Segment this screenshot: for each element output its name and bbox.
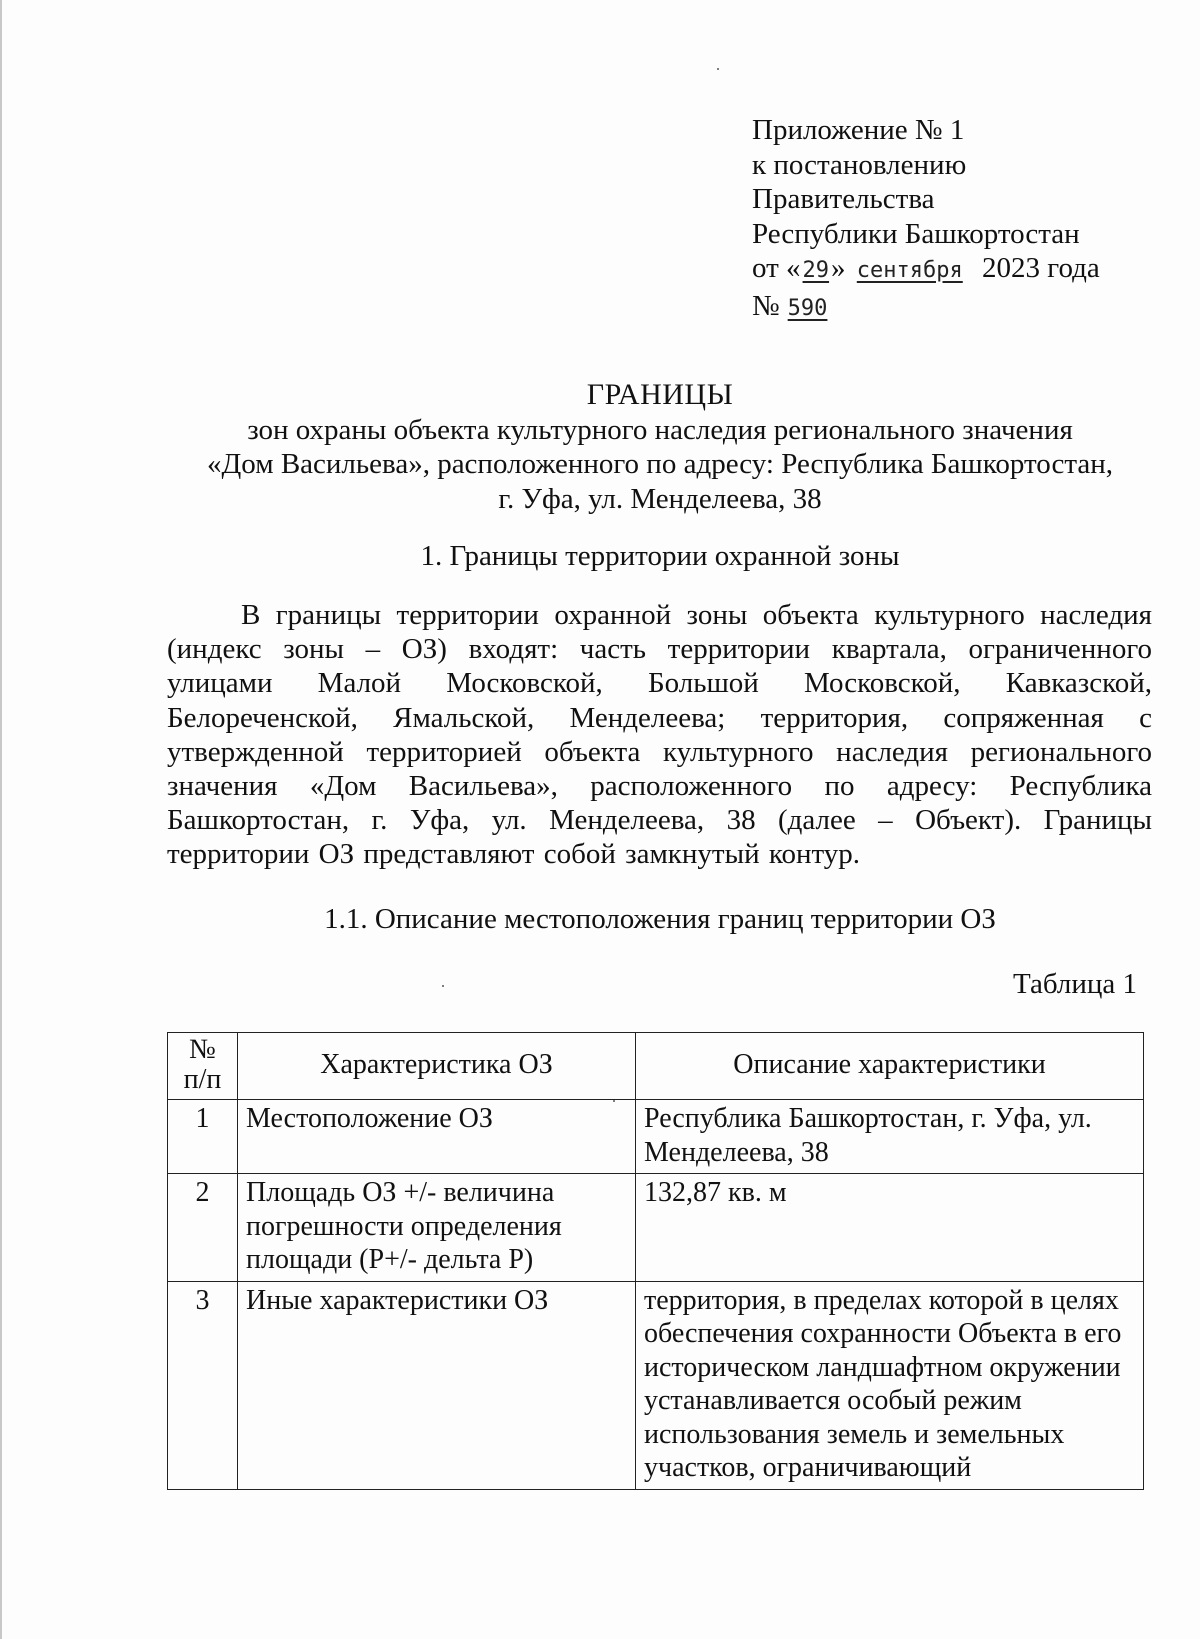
- characteristics-table: [167, 1032, 1144, 1490]
- date-month: сентября: [856, 258, 963, 283]
- row-description: 132,87 кв. м: [636, 1174, 1144, 1282]
- appendix-date: [752, 251, 1172, 289]
- appendix-number: [752, 289, 1172, 327]
- header-characteristic: Характеристика ОЗ: [238, 1033, 636, 1100]
- scan-speck: [717, 68, 719, 70]
- title-line: зон охраны объекта культурного наследия регионального значения: [247, 413, 1073, 446]
- row-num: 2: [168, 1174, 238, 1282]
- date-suffix: 2023 года: [982, 252, 1100, 284]
- table-row: [168, 1100, 1144, 1174]
- date-day: 29: [802, 258, 830, 283]
- header-num-symbol: №: [189, 1034, 216, 1065]
- appendix-block: [752, 113, 1172, 326]
- row-characteristic: Иные характеристики ОЗ: [238, 1281, 636, 1489]
- row-description: Республика Башкортостан, г. Уфа, ул. Менделеева, 38: [636, 1100, 1144, 1174]
- scan-edge: [0, 0, 2, 1639]
- appendix-line: к постановлению: [752, 148, 967, 181]
- header-num: [168, 1033, 238, 1100]
- header-description: Описание характеристики: [636, 1033, 1144, 1100]
- table-row: [168, 1174, 1144, 1282]
- row-characteristic: Местоположение ОЗ: [238, 1100, 636, 1174]
- row-characteristic: Площадь ОЗ +/- величина погрешности определения площади (Р+/- дельта Р): [238, 1174, 636, 1282]
- number-value: 590: [787, 295, 828, 321]
- number-prefix: №: [752, 289, 780, 322]
- row-description: территория, в пределах которой в целях обеспечения сохранности Объекта в его историческом ландшафтном окружении устанавливается особый режим использования земель и земельных участков, ограничивающий: [636, 1281, 1144, 1489]
- date-mid: »: [831, 252, 846, 284]
- document-title: [160, 378, 1160, 516]
- title-line: «Дом Васильева», расположенного по адресу: Республика Башкортостан,: [207, 448, 1113, 480]
- date-prefix: от «: [752, 252, 801, 284]
- row-num: 1: [168, 1100, 238, 1174]
- title-heading: ГРАНИЦЫ: [586, 378, 734, 411]
- scan-speck: [442, 985, 444, 987]
- appendix-line: Республики Башкортостан: [752, 217, 1080, 250]
- header-num-label: п/п: [183, 1064, 222, 1095]
- section-1-1-heading: 1.1. Описание местоположения границ территории ОЗ: [324, 903, 996, 935]
- appendix-line: Правительства: [752, 183, 935, 215]
- appendix-line: Приложение № 1: [752, 114, 965, 146]
- row-num: 3: [168, 1281, 238, 1489]
- section-1-paragraph: В границы территории охранной зоны объекта культурного наследия (индекс зоны – ОЗ) входят: часть территории квартала, ограниченного улицами Малой Московской, Большой Московской, Кавказской, Белореченской, Ямальской, Менделеева; территория, сопряженная с утвержденной территорией объекта культурного наследия регионального значения «Дом Васильева», расположенного по адресу: Республика Башкортостан, г. Уфа, ул. Менделеева, 38 (далее – Объект). Границы территории ОЗ представляют собой замкнутый контур.: [167, 599, 1152, 871]
- table-caption: Таблица 1: [1012, 968, 1137, 1000]
- table-header-row: [168, 1033, 1144, 1100]
- title-line: г. Уфа, ул. Менделеева, 38: [498, 482, 822, 515]
- section-1-heading: 1. Границы территории охранной зоны: [420, 540, 900, 572]
- table-row: [168, 1281, 1144, 1489]
